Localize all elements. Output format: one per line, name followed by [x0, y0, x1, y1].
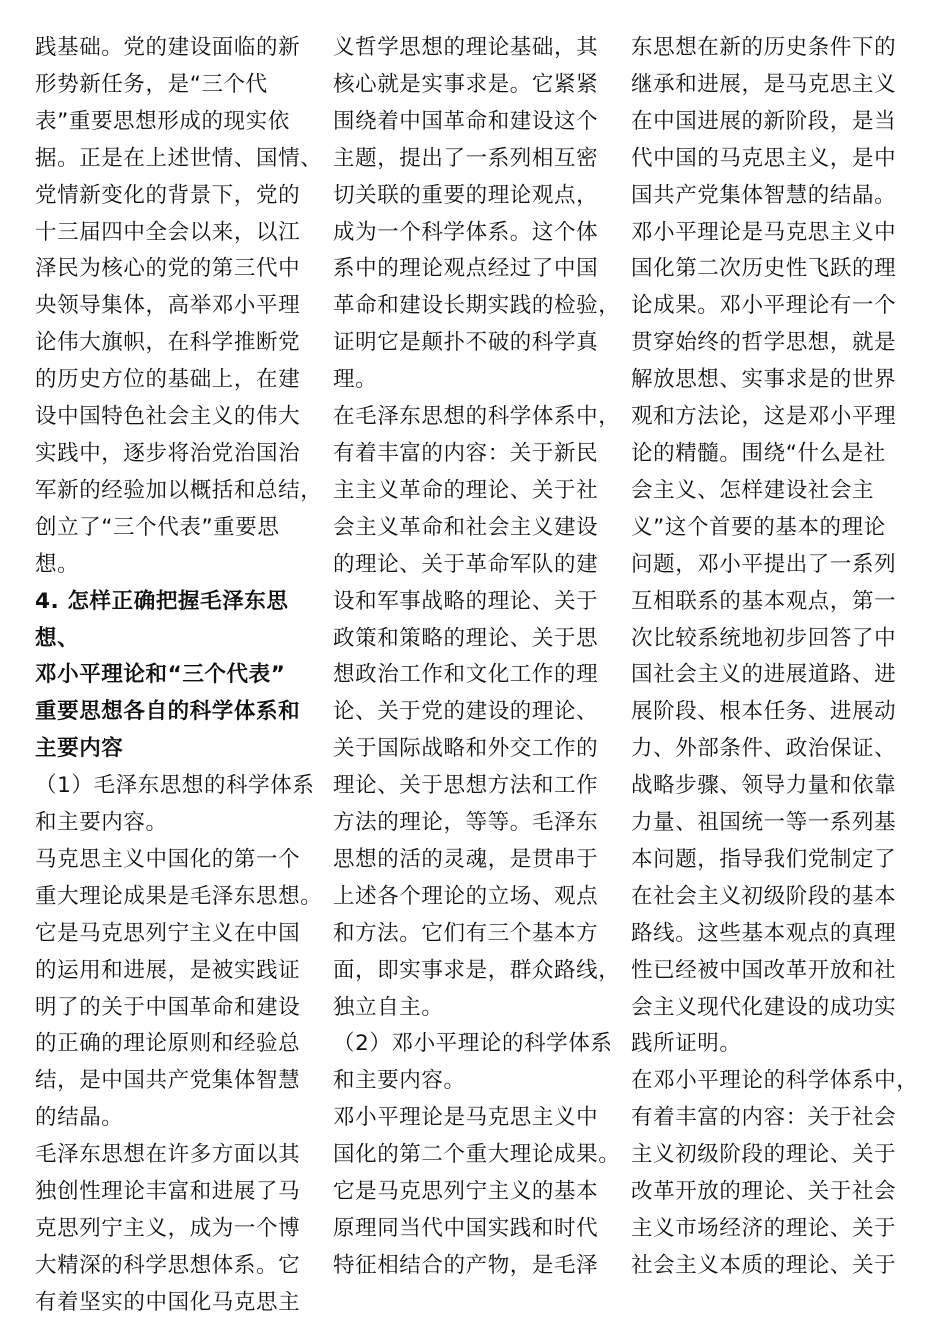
- text-column-3: [631, 30, 927, 1285]
- paragraph: 在邓小平理论的科学体系中， 有着丰富的内容：关于社会 主义初级阶段的理论、关于 改革开放的理论、关于社会 主义市场经济的理论、关于 社会主义本质的理论、关于: [631, 1068, 919, 1278]
- paragraph: 邓小平理论是马克思主义中 国化第二次历史性飞跃的理 论成果。邓小平理论有一个 贯穿始终的哲学思想，就是 解放思想、实事求是的世界 观和方法论，这是邓小平理 论的精髓。围绕“什么是社 会主义、怎样建设社会主 义”这个首要的基本的理论 问题，邓小平提出了一系列 互相联系的基本观点，第一 次比较系统地初步回答了中 国社会主义的进展道路、进 展阶段、根本任务、进展动 力、外部条件、政治保证、 战略步骤、领导力量和依靠 力量、祖国统一等一系列基 本问题，指导我们党制定了 在社会主义初级阶段的基本 路线。这些基本观点的真理 性已经被中国改革开放和社 会主义现代化建设的成功实 践所证明。: [631, 219, 897, 1057]
- text-column-2: [333, 30, 629, 1285]
- paragraph: 东思想在新的历史条件下的 继承和进展，是马克思主义 在中国进展的新阶段，是当 代中国的马克思主义，是中 国共产党集体智慧的结晶。: [631, 35, 897, 208]
- paragraph: 践基础。党的建设面临的新 形势新任务，是“三个代 表”重要思想形成的现实依 据。正是在上述世情、国情、 党情新变化的背景下，党的 十三届四中全会以来，以江 泽民为核心的党的第三代中 央领导集体，高举邓小平理 论伟大旗帜，在科学推断党 的历史方位的基础上，在建 设中国特色社会主义的伟大 实践中，逐步将治党治国治 军新的经验加以概括和总结， 创立了“三个代表”重要思 想。: [35, 35, 323, 577]
- subsection-title: （2）邓小平理论的科学体系 和主要内容。: [333, 1031, 613, 1094]
- paragraph: 毛泽东思想在许多方面以其 独创性理论丰富和进展了马 克思列宁主义，成为一个博 大精深的科学思想体系。它 有着坚实的中国化马克思主: [35, 1142, 301, 1315]
- paragraph: 邓小平理论是马克思主义中 国化的第二个重大理论成果。 它是马克思列宁主义的基本 原理同当代中国实践和时代 特征相结合的产物，是毛泽: [333, 1105, 621, 1278]
- paragraph: 义哲学思想的理论基础，其 核心就是实事求是。它紧紧 围绕着中国革命和建设这个 主题，提出了一系列相互密 切关联的重要的理论观点， 成为一个科学体系。这个体 系中的理论观点经过了中国 革命和建设长期实践的检验， 证明它是颠扑不破的科学真 理。: [333, 35, 621, 393]
- section-heading: 4. 怎样正确把握毛泽东思想、 邓小平理论和“三个代表” 重要思想各自的科学体系和 主要内容: [35, 588, 301, 762]
- text-column-1: [35, 30, 331, 1322]
- paragraph: 在毛泽东思想的科学体系中， 有着丰富的内容：关于新民 主主义革命的理论、关于社 会主义革命和社会主义建设 的理论、关于革命军队的建 设和军事战略的理论、关于 政策和策略的理论、关于思 想政治工作和文化工作的理 论、关于党的建设的理论、 关于国际战略和外交工作的 理论、关于思想方法和工作 方法的理论，等等。毛泽东 思想的活的灵魂，是贯串于 上述各个理论的立场、观点 和方法。它们有三个基本方 面，即实事求是，群众路线， 独立自主。: [333, 404, 621, 1020]
- subsection-title: （1）毛泽东思想的科学体系 和主要内容。: [35, 773, 315, 836]
- paragraph: 马克思主义中国化的第一个 重大理论成果是毛泽东思想。 它是马克思列宁主义在中国 的运用和进展，是被实践证 明了的关于中国革命和建设 的正确的理论原则和经验总 结，是中国共产党集体智慧 的结晶。: [35, 846, 323, 1131]
